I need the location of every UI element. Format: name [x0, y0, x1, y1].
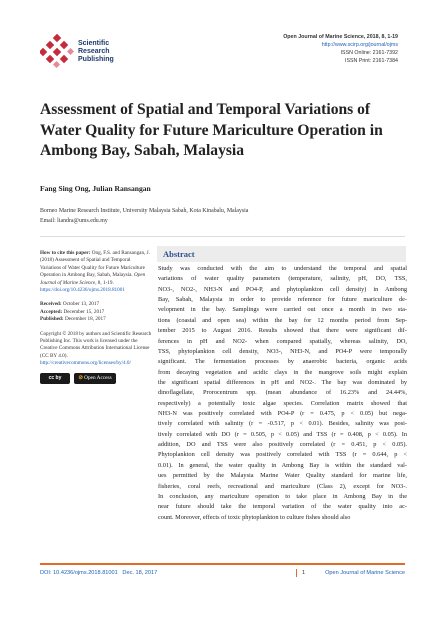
journal-info: [283, 33, 398, 65]
cite-label: How to cite this paper:: [40, 250, 91, 256]
footer-rule: [40, 563, 405, 565]
doi-link[interactable]: https://doi.org/10.4236/ojms.2018.81001: [40, 287, 125, 294]
copyright-text: Copyright © 2018 by authors and Scientific Research Publishing Inc. This work is licensed under the Creative Commons Attribution International License (CC BY 4.0).: [40, 330, 152, 359]
publisher-logo-mark-icon: [40, 34, 74, 68]
accepted-label: Accepted:: [40, 308, 63, 315]
license-link[interactable]: http://creativecommons.org/licenses/by/4.0/: [40, 360, 131, 367]
license-badges: [40, 373, 152, 384]
received-date: October 13, 2017: [62, 301, 100, 308]
abstract-line: addition, DO and TSS were also positively correlated (r = 0.451, p < 0.05).: [158, 441, 407, 449]
author-email: Email: liandra@ums.edu.my: [40, 218, 108, 224]
abstract-line: tively correlated with salinity (r = -0.517, p < 0.01). Besides, salinity was posi-: [158, 420, 407, 428]
cc-by-badge[interactable]: cc by: [40, 373, 70, 384]
publisher-logo: [40, 34, 180, 68]
open-access-label: Open Access: [84, 374, 112, 381]
abstract-line: 0.01). In general, the water quality in Ambong Bay is within the standard val-: [158, 461, 407, 469]
abstract-line: In conclusion, any mariculture operation to take place in Ambong Bay in the: [158, 492, 407, 500]
abstract-line: significant. The fermentation processes by anaerobic bacteria, organic acids: [158, 358, 407, 366]
open-access-badge[interactable]: [74, 373, 116, 384]
abstract-line: TSS, phytoplankton cell density, NO3-, NH3-N, and PO4-P were temporally: [158, 347, 407, 355]
abstract-line: fisheries, coral reefs, recreational and mariculture (Class 2), except for NO3-.: [158, 482, 407, 490]
article-sidebar: [40, 250, 152, 384]
abstract-line: tember 2015 to August 2016. Results showed that there were significant dif-: [158, 327, 407, 335]
journal-citation-line: Open Journal of Marine Science, 2018, 8, 1-19: [283, 34, 398, 40]
abstract-line: from decaying vegetation and acidic clays in the mangrove soils might explain: [158, 368, 407, 376]
abstract-line: near future should take the temporal variation of the water quality into ac-: [158, 503, 407, 511]
abstract-line: velopment in the bay. Samplings were carried out once a month in two sta-: [158, 306, 407, 314]
page-number: 1: [302, 570, 306, 576]
paper-authors: Fang Sing Ong, Julian Ransangan: [40, 184, 151, 193]
cite-tail: , 8, 1-19.: [95, 279, 114, 286]
accepted-date: December 15, 2017: [63, 308, 105, 315]
abstract-line: the significant spatial differences in pH and NO2-. The bay was dominated by: [158, 378, 407, 386]
abstract-line: ues permitted by the Malaysia Marine Water Quality standard for marine life,: [158, 472, 407, 480]
open-lock-icon: ⊘: [78, 374, 83, 381]
footer-doi-date: [40, 570, 157, 576]
abstract-body: [158, 264, 407, 523]
abstract-line: tively correlated with DO (r = 0.505, p < 0.05) and TSS (r = 0.408, p < 0.05). In: [158, 430, 407, 438]
footer-separator: [296, 569, 297, 577]
abstract-line: variations of water quality parameters (temperature, salinity, pH, DO, TSS,: [158, 275, 407, 283]
abstract-line: Study was conducted with the aim to understand the temporal and spatial: [158, 265, 407, 272]
abstract-heading-bar: [157, 246, 406, 262]
journal-url-link[interactable]: http://www.scirp.org/journal/ojms: [321, 42, 398, 48]
citation-block: [40, 250, 152, 294]
header-divider: [40, 236, 405, 237]
abstract-line: Phytoplankton cell density was positively correlated with TSS (r = 0.644, p <: [158, 451, 407, 459]
abstract-line: respectively) a potentially toxic algae species. Correlation matrix showed that: [158, 399, 407, 407]
published-date: December 18, 2017: [64, 316, 106, 323]
abstract-line: dinoflagellate, Prorocentrum spp. (mean abundance of 16.23% and 24.44%,: [158, 389, 407, 397]
abstract-line: tions (coastal and open sea) within the bay for 12 months period from Sep-: [158, 316, 407, 324]
affiliation-text: Borneo Marine Research Institute, University Malaysia Sabah, Kota Kinabalu, Malaysia: [40, 208, 249, 214]
footer-doi[interactable]: DOI: 10.4236/ojms.2018.81001: [40, 570, 118, 576]
published-label: Published:: [40, 316, 64, 323]
author-affiliation: [40, 206, 248, 226]
abstract-line: Bay, Sabah, Malaysia in order to provide reference for future mariculture de-: [158, 296, 407, 304]
issn-print: ISSN Print: 2161-7384: [345, 58, 398, 64]
issn-online: ISSN Online: 2161-7392: [340, 50, 398, 56]
abstract-line: count. Moreover, effects of toxic phytoplankton to culture fishes should also: [158, 513, 351, 521]
abstract-line: NH3-N was positively correlated with PO4-P (r = 0.475, p < 0.05) but nega-: [158, 410, 407, 418]
abstract-heading: Abstract: [163, 249, 195, 259]
abstract-line: ferences in pH and NO2- when compared spatially, whereas salinity, DO,: [158, 337, 407, 345]
publisher-name: Scientific Research Publishing: [78, 40, 114, 63]
footer-date: Dec. 18, 2017: [122, 570, 158, 576]
abstract-line: NO3-, NO2-, NH3-N and PO4-P, and phytoplankton cell density) in Ambong: [158, 285, 407, 293]
footer-journal-name: Open Journal of Marine Science: [325, 570, 405, 576]
cite-text: Ong, F.S. and Ransangan, J. (2018) Assessment of Spatial and Temporal Variations of Water Quality for Future Mariculture Operation in Ambong Bay, Sabah, Malaysia.: [40, 250, 150, 279]
dates-block: [40, 301, 152, 323]
paper-title: Assessment of Spatial and Temporal Variations of Water Quality for Future Mariculture Operation in Ambong Bay, Sabah, Malaysia: [40, 101, 383, 159]
copyright-block: [40, 331, 152, 368]
received-label: Received:: [40, 301, 62, 308]
cite-journal: Open Journal of Marine Science: [40, 272, 146, 286]
